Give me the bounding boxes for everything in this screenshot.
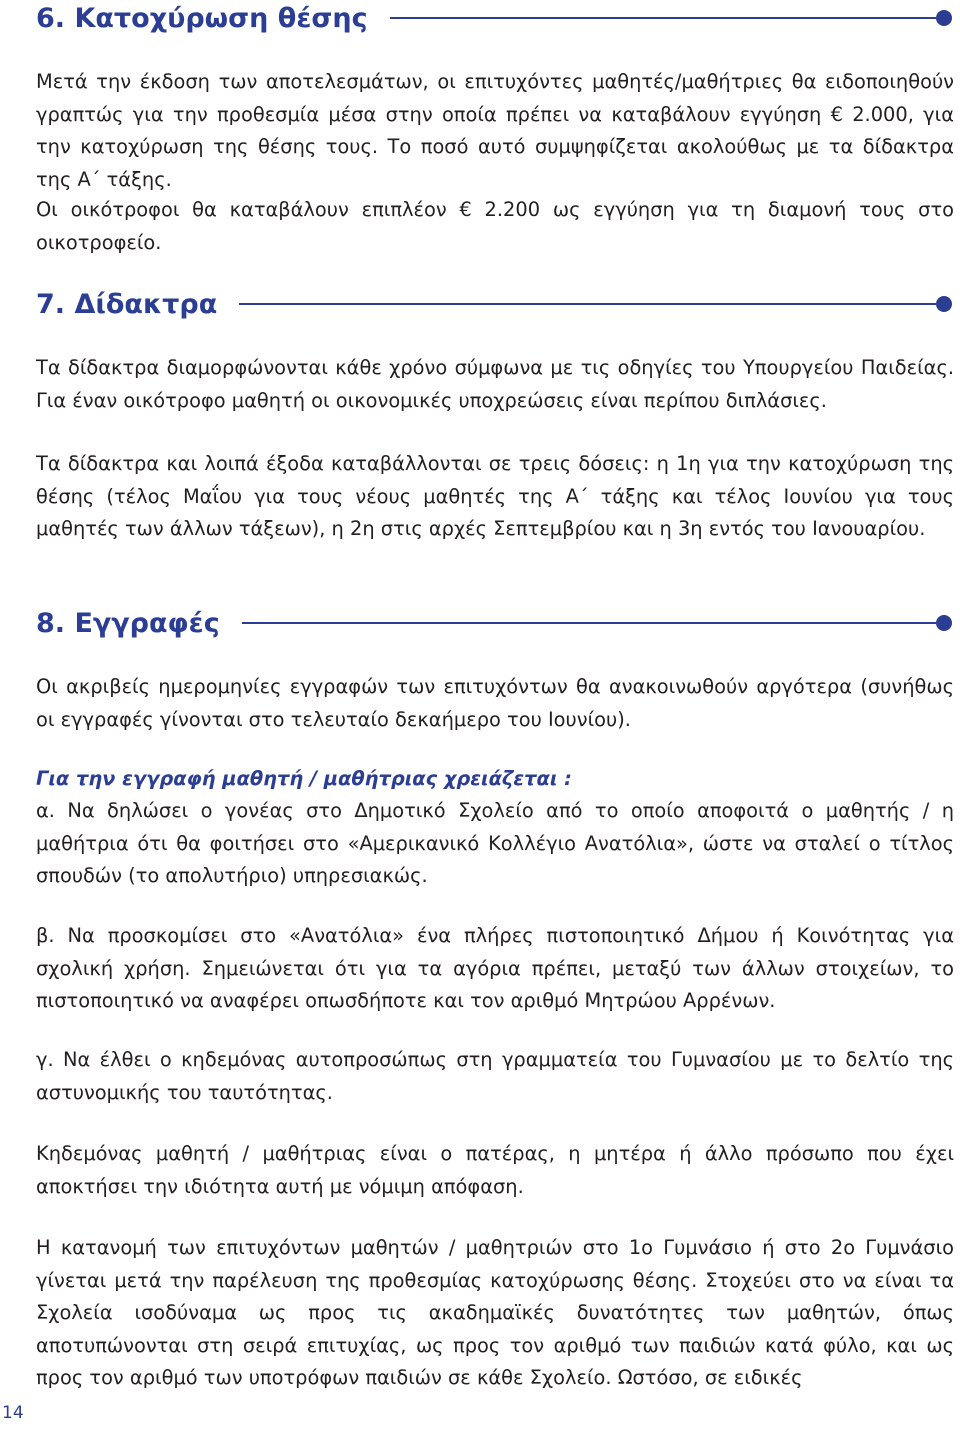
bullet-dot-icon <box>936 615 952 631</box>
allocation-paragraph: Η κατανομή των επιτυχόντων μαθητών / μαθητριών στο 1ο Γυμνάσιο ή στο 2ο Γυμνάσιο γίνεται μετά την παρέλευση της προθεσμίας κατοχύρωσης θέσης. Στοχεύει στο να είναι τα Σχολεία ισοδύναμα ως προς τις ακαδημαϊκές δυνατότητες των μαθητών, όπως αποτυπώνονται στη σειρά επιτυχίας, ως προς τον αριθμό των παιδιών κατά φύλο, και ως προς τον αριθμό των υποτρόφων παιδιών σε κάθε Σχολείο. Ωστόσο, σε ειδικές <box>36 1236 954 1389</box>
section-divider <box>390 17 936 19</box>
registration-item-c: γ. Να έλθει ο κηδεμόνας αυτοπροσώπως στη γραμματεία του Γυμνασίου με το δελτίο της αστυνομικής του ταυτότητας. <box>36 1048 954 1104</box>
section-7-heading <box>36 286 956 322</box>
section-divider <box>239 303 936 305</box>
section-7-paragraph-1: Τα δίδακτρα διαμορφώνονται κάθε χρόνο σύμφωνα με τις οδηγίες του Υπουργείου Παιδείας. Για έναν οικότροφο μαθητή οι οικονομικές υποχρεώσεις είναι περίπου διπλάσιες. <box>36 356 954 412</box>
section-6-paragraph-2: Οι οικότροφοι θα καταβάλουν επιπλέον € 2.200 ως εγγύηση για τη διαμονή τους στο οικοτροφείο. <box>36 198 954 254</box>
section-6-title: 6. Κατοχύρωση θέσης <box>36 2 368 34</box>
section-6-heading <box>36 0 956 36</box>
section-8-title: 8. Εγγραφές <box>36 607 220 639</box>
section-7-paragraph-2: Τα δίδακτρα και λοιπά έξοδα καταβάλλονται σε τρεις δόσεις: η 1η για την κατοχύρωση της θέσης (τέλος Μαΐου για τους νέους μαθητές της Α΄ τάξης και τέλος Ιουνίου για τους μαθητές των άλλων τάξεων), η 2η στις αρχές Σεπτεμβρίου και η 3η εντός του Ιανουαρίου. <box>36 452 954 540</box>
registration-item-a: α. Να δηλώσει ο γονέας στο Δημοτικό Σχολείο από το οποίο αποφοιτά ο μαθητής / η μαθήτρια ότι θα φοιτήσει στο «Αμερικανικό Κολλέγιο Ανατόλια», ώστε να σταλεί ο τίτλος σπουδών (το απολυτήριο) υπηρεσιακώς. <box>36 799 954 887</box>
page-number: 14 <box>2 1403 24 1423</box>
bullet-dot-icon <box>936 10 952 26</box>
section-divider <box>242 622 936 624</box>
section-8-heading <box>36 605 956 641</box>
section-8-paragraph-1: Οι ακριβείς ημερομηνίες εγγραφών των επιτυχόντων θα ανακοινωθούν αργότερα (συνήθως οι εγγραφές γίνονται στο τελευταίο δεκαήμερο του Ιουνίου). <box>36 675 954 731</box>
registration-subheading: Για την εγγραφή μαθητή / μαθήτριας χρειάζεται : <box>36 767 572 790</box>
section-7-title: 7. Δίδακτρα <box>36 288 218 320</box>
section-6-paragraph-1: Μετά την έκδοση των αποτελεσμάτων, οι επιτυχόντες μαθητές/μαθήτριες θα ειδοποιηθούν γραπτώς για την προθεσμία μέσα στην οποία πρέπει να καταβάλουν εγγύηση € 2.000, για την κατοχύρωση της θέσης τους. Το ποσό αυτό συμψηφίζεται ακολούθως με τα δίδακτρα της Α΄ τάξης. <box>36 70 954 191</box>
guardian-paragraph: Κηδεμόνας μαθητή / μαθήτριας είναι ο πατέρας, η μητέρα ή άλλο πρόσωπο που έχει αποκτήσει την ιδιότητα αυτή με νόμιμη απόφαση. <box>36 1142 954 1198</box>
registration-item-b: β. Να προσκομίσει στο «Ανατόλια» ένα πλήρες πιστοποιητικό Δήμου ή Κοινότητας για σχολική χρήση. Σημειώνεται ότι για τα αγόρια πρέπει, μεταξύ των άλλων στοιχείων, το πιστοποιητικό να αναφέρει οπωσδήποτε και τον αριθμό Μητρώου Αρρένων. <box>36 924 954 1012</box>
bullet-dot-icon <box>936 296 952 312</box>
